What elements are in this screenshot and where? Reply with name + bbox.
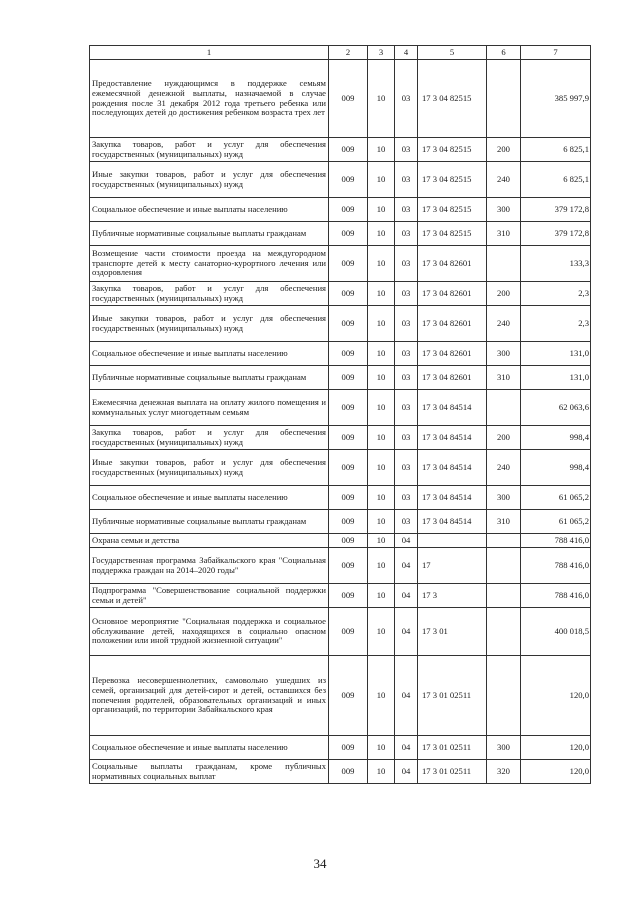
cell-expense-type: 200: [487, 426, 521, 450]
cell-expense-type: 310: [487, 366, 521, 390]
cell-expense-type: 240: [487, 162, 521, 198]
table-row: [90, 342, 591, 366]
cell-expense-type: [487, 534, 521, 548]
cell-name: Закупка товаров, работ и услуг для обеспечения государственных (муниципальных) нужд: [90, 282, 329, 306]
cell-section: 10: [368, 138, 395, 162]
table-row: [90, 656, 591, 736]
cell-name: Публичные нормативные социальные выплаты гражданам: [90, 510, 329, 534]
cell-subsection: 03: [395, 138, 418, 162]
cell-ministry: 009: [329, 426, 368, 450]
cell-expense-type: 310: [487, 222, 521, 246]
cell-target-article: 17 3 04 84514: [418, 426, 487, 450]
cell-subsection: 04: [395, 656, 418, 736]
cell-ministry: 009: [329, 60, 368, 138]
cell-sum: 120,0: [521, 656, 591, 736]
cell-name: Социальное обеспечение и иные выплаты населению: [90, 198, 329, 222]
cell-name: Закупка товаров, работ и услуг для обеспечения государственных (муниципальных) нужд: [90, 426, 329, 450]
cell-name: Иные закупки товаров, работ и услуг для обеспечения государственных (муниципальных) нужд: [90, 450, 329, 486]
table-row: [90, 584, 591, 608]
cell-target-article: 17 3 04 84514: [418, 450, 487, 486]
cell-ministry: 009: [329, 390, 368, 426]
cell-name: Публичные нормативные социальные выплаты гражданам: [90, 366, 329, 390]
cell-expense-type: [487, 656, 521, 736]
cell-ministry: 009: [329, 198, 368, 222]
cell-sum: 385 997,9: [521, 60, 591, 138]
table-row: [90, 736, 591, 760]
table-body: [90, 60, 591, 784]
cell-target-article: 17 3 04 84514: [418, 510, 487, 534]
cell-subsection: 03: [395, 486, 418, 510]
cell-section: 10: [368, 450, 395, 486]
table-row: [90, 222, 591, 246]
page-number: 34: [313, 856, 327, 871]
cell-name: Закупка товаров, работ и услуг для обеспечения государственных (муниципальных) нужд: [90, 138, 329, 162]
cell-section: 10: [368, 60, 395, 138]
cell-name: Возмещение части стоимости проезда на междугородном транспорте детей к месту санаторно-курортного лечения или оздоровления: [90, 246, 329, 282]
cell-subsection: 04: [395, 584, 418, 608]
cell-ministry: 009: [329, 486, 368, 510]
cell-sum: 120,0: [521, 736, 591, 760]
cell-sum: 400 018,5: [521, 608, 591, 656]
cell-expense-type: [487, 584, 521, 608]
cell-target-article: 17 3 04 82601: [418, 306, 487, 342]
cell-subsection: 03: [395, 342, 418, 366]
cell-expense-type: 240: [487, 306, 521, 342]
cell-target-article: 17 3 04 82515: [418, 162, 487, 198]
cell-expense-type: [487, 390, 521, 426]
cell-sum: 131,0: [521, 366, 591, 390]
cell-ministry: 009: [329, 584, 368, 608]
cell-name: Ежемесячна денежная выплата на оплату жилого помещения и коммунальных услуг многодетным семьям: [90, 390, 329, 426]
cell-section: 10: [368, 426, 395, 450]
cell-expense-type: 300: [487, 198, 521, 222]
table-row: [90, 510, 591, 534]
cell-section: 10: [368, 608, 395, 656]
cell-name: Публичные нормативные социальные выплаты гражданам: [90, 222, 329, 246]
cell-sum: 998,4: [521, 426, 591, 450]
cell-expense-type: [487, 60, 521, 138]
cell-subsection: 03: [395, 198, 418, 222]
cell-ministry: 009: [329, 342, 368, 366]
table-row: [90, 60, 591, 138]
cell-sum: 998,4: [521, 450, 591, 486]
cell-subsection: 03: [395, 60, 418, 138]
cell-ministry: 009: [329, 162, 368, 198]
cell-name: Иные закупки товаров, работ и услуг для обеспечения государственных (муниципальных) нужд: [90, 306, 329, 342]
cell-target-article: 17 3 04 82601: [418, 246, 487, 282]
cell-ministry: 009: [329, 656, 368, 736]
cell-subsection: 03: [395, 306, 418, 342]
cell-section: 10: [368, 736, 395, 760]
cell-subsection: 03: [395, 510, 418, 534]
cell-section: 10: [368, 198, 395, 222]
cell-expense-type: 300: [487, 342, 521, 366]
cell-subsection: 03: [395, 246, 418, 282]
column-header-expense-type: 6: [487, 46, 521, 60]
column-header-name: 1: [90, 46, 329, 60]
cell-ministry: 009: [329, 246, 368, 282]
table-row: [90, 390, 591, 426]
cell-name: Иные закупки товаров, работ и услуг для обеспечения государственных (муниципальных) нужд: [90, 162, 329, 198]
cell-sum: 61 065,2: [521, 510, 591, 534]
cell-target-article: 17 3 01 02511: [418, 760, 487, 784]
cell-target-article: 17 3 04 82515: [418, 198, 487, 222]
cell-sum: 61 065,2: [521, 486, 591, 510]
cell-subsection: 03: [395, 162, 418, 198]
table-row: [90, 760, 591, 784]
cell-target-article: 17 3 01 02511: [418, 736, 487, 760]
table-row: [90, 246, 591, 282]
cell-name: Социальное обеспечение и иные выплаты населению: [90, 342, 329, 366]
cell-target-article: 17 3 04 84514: [418, 390, 487, 426]
cell-target-article: 17 3 04 82515: [418, 60, 487, 138]
cell-expense-type: 320: [487, 760, 521, 784]
cell-ministry: 009: [329, 736, 368, 760]
cell-sum: 788 416,0: [521, 548, 591, 584]
cell-ministry: 009: [329, 608, 368, 656]
cell-name: Основное мероприятие "Социальная поддержка и социальное обслуживание детей, находящихся в социально опасном положении или иной трудной жизненной ситуации": [90, 608, 329, 656]
cell-target-article: 17 3 04 82601: [418, 282, 487, 306]
cell-ministry: 009: [329, 450, 368, 486]
cell-ministry: 009: [329, 366, 368, 390]
cell-target-article: 17 3 01: [418, 608, 487, 656]
cell-target-article: 17 3 04 82601: [418, 366, 487, 390]
cell-name: Охрана семьи и детства: [90, 534, 329, 548]
table-row: [90, 366, 591, 390]
cell-sum: 788 416,0: [521, 534, 591, 548]
column-header-section: 3: [368, 46, 395, 60]
column-header-sum: 7: [521, 46, 591, 60]
cell-target-article: 17: [418, 548, 487, 584]
cell-target-article: 17 3 04 84514: [418, 486, 487, 510]
cell-expense-type: [487, 548, 521, 584]
cell-target-article: 17 3 01 02511: [418, 656, 487, 736]
cell-sum: 379 172,8: [521, 222, 591, 246]
table-row: [90, 450, 591, 486]
cell-target-article: 17 3: [418, 584, 487, 608]
cell-sum: 62 063,6: [521, 390, 591, 426]
cell-sum: 2,3: [521, 306, 591, 342]
column-header-subsection: 4: [395, 46, 418, 60]
cell-subsection: 03: [395, 426, 418, 450]
cell-target-article: [418, 534, 487, 548]
cell-expense-type: [487, 608, 521, 656]
table-row: [90, 198, 591, 222]
cell-expense-type: 240: [487, 450, 521, 486]
column-header-ministry: 2: [329, 46, 368, 60]
cell-subsection: 03: [395, 282, 418, 306]
table-row: [90, 608, 591, 656]
cell-ministry: 009: [329, 138, 368, 162]
table-row: [90, 486, 591, 510]
cell-ministry: 009: [329, 534, 368, 548]
cell-section: 10: [368, 390, 395, 426]
cell-section: 10: [368, 510, 395, 534]
cell-section: 10: [368, 342, 395, 366]
cell-section: 10: [368, 534, 395, 548]
cell-ministry: 009: [329, 222, 368, 246]
table-row: [90, 282, 591, 306]
cell-target-article: 17 3 04 82515: [418, 222, 487, 246]
cell-ministry: 009: [329, 306, 368, 342]
cell-ministry: 009: [329, 282, 368, 306]
cell-section: 10: [368, 162, 395, 198]
budget-table-page: [89, 45, 590, 784]
cell-subsection: 03: [395, 450, 418, 486]
header-row: [90, 46, 591, 60]
cell-section: 10: [368, 366, 395, 390]
cell-target-article: 17 3 04 82601: [418, 342, 487, 366]
table-row: [90, 138, 591, 162]
cell-expense-type: 300: [487, 736, 521, 760]
cell-section: 10: [368, 246, 395, 282]
cell-name: Государственная программа Забайкальского края "Социальная поддержка граждан на 2014–2020 годы": [90, 548, 329, 584]
cell-subsection: 03: [395, 366, 418, 390]
cell-sum: 6 825,1: [521, 138, 591, 162]
table-row: [90, 534, 591, 548]
cell-name: Перевозка несовершеннолетних, самовольно ушедших из семей, организаций для детей-сирот и детей, оставшихся без попечения родителей, образовательных организаций и иных организаций, по территории Забайкальского края: [90, 656, 329, 736]
cell-subsection: 04: [395, 736, 418, 760]
cell-section: 10: [368, 548, 395, 584]
cell-section: 10: [368, 760, 395, 784]
cell-sum: 379 172,8: [521, 198, 591, 222]
cell-name: Предоставление нуждающимся в поддержке семьям ежемесячной денежной выплаты, назначаемой в случае рождения после 31 декабря 2012 года третьего ребенка или последующих детей до достижения ребенком возраста трех лет: [90, 60, 329, 138]
budget-table: [89, 45, 591, 784]
table-row: [90, 548, 591, 584]
cell-name: Социальные выплаты гражданам, кроме публичных нормативных социальных выплат: [90, 760, 329, 784]
cell-ministry: 009: [329, 548, 368, 584]
cell-subsection: 04: [395, 760, 418, 784]
cell-section: 10: [368, 306, 395, 342]
cell-expense-type: 300: [487, 486, 521, 510]
cell-sum: 6 825,1: [521, 162, 591, 198]
cell-sum: 133,3: [521, 246, 591, 282]
cell-subsection: 04: [395, 548, 418, 584]
table-row: [90, 306, 591, 342]
cell-subsection: 03: [395, 222, 418, 246]
cell-sum: 131,0: [521, 342, 591, 366]
cell-section: 10: [368, 222, 395, 246]
column-header-target-article: 5: [418, 46, 487, 60]
cell-expense-type: 310: [487, 510, 521, 534]
cell-sum: 788 416,0: [521, 584, 591, 608]
cell-sum: 120,0: [521, 760, 591, 784]
cell-expense-type: [487, 246, 521, 282]
cell-name: Социальное обеспечение и иные выплаты населению: [90, 736, 329, 760]
cell-name: Подпрограмма "Совершенствование социальной поддержки семьи и детей": [90, 584, 329, 608]
cell-target-article: 17 3 04 82515: [418, 138, 487, 162]
table-row: [90, 162, 591, 198]
cell-expense-type: 200: [487, 138, 521, 162]
table-row: [90, 426, 591, 450]
cell-ministry: 009: [329, 760, 368, 784]
cell-subsection: 04: [395, 608, 418, 656]
cell-section: 10: [368, 584, 395, 608]
cell-name: Социальное обеспечение и иные выплаты населению: [90, 486, 329, 510]
cell-section: 10: [368, 656, 395, 736]
cell-sum: 2,3: [521, 282, 591, 306]
cell-section: 10: [368, 282, 395, 306]
cell-subsection: 03: [395, 390, 418, 426]
cell-expense-type: 200: [487, 282, 521, 306]
cell-section: 10: [368, 486, 395, 510]
cell-subsection: 04: [395, 534, 418, 548]
cell-ministry: 009: [329, 510, 368, 534]
